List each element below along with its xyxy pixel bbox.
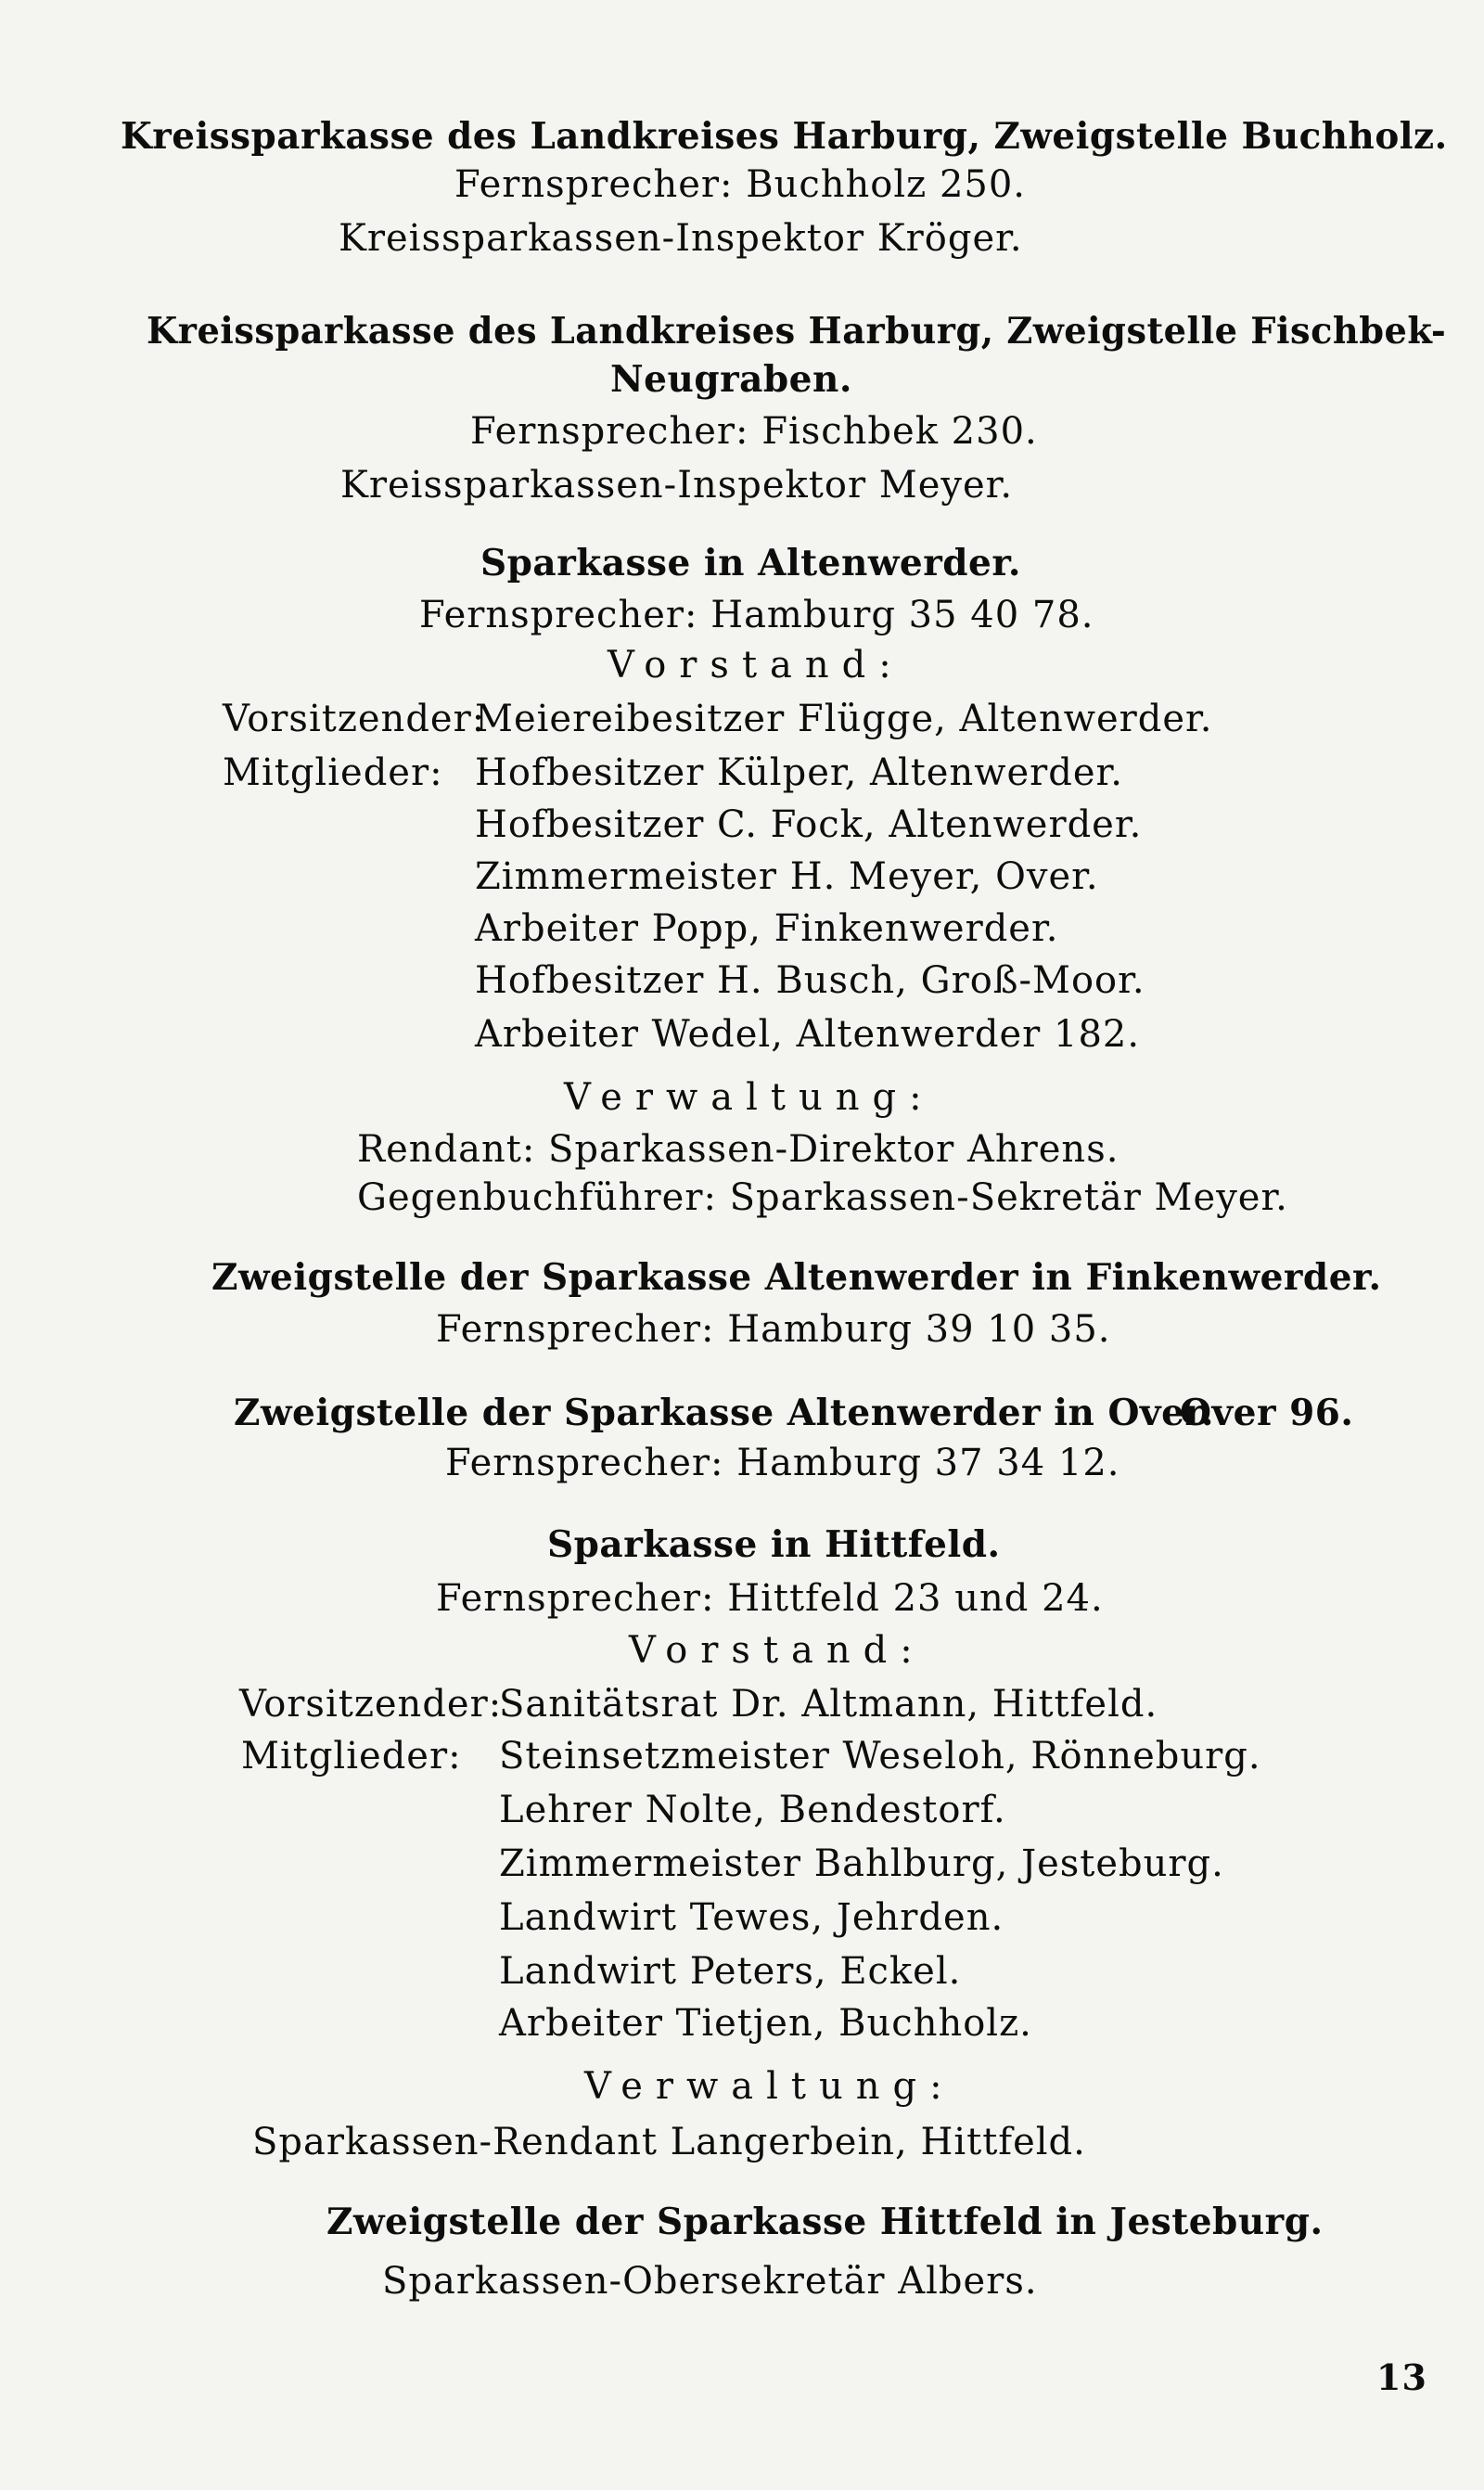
verwaltung-label-altenwerder: Verwaltung:: [564, 1076, 935, 1119]
member-altenwerder-3: Zimmermeister H. Meyer, Over.: [475, 855, 1099, 898]
chair-label-hittfeld: Vorsitzender:: [239, 1683, 503, 1726]
vorstand-label-hittfeld: Vorstand:: [629, 1629, 926, 1672]
heading-altenwerder: Sparkasse in Altenwerder.: [480, 542, 1021, 584]
phone-altenwerder: Fernsprecher: Hamburg 35 40 78.: [419, 594, 1094, 636]
admin-hittfeld-1: Sparkassen-Rendant Langerbein, Hittfeld.: [252, 2121, 1086, 2163]
inspector-fischbek: Kreissparkassen-Inspektor Meyer.: [340, 464, 1014, 507]
phone-buchholz: Fernsprecher: Buchholz 250.: [454, 163, 1027, 206]
page-number: 13: [1376, 2356, 1427, 2398]
heading-fischbek-line1: Kreissparkasse des Landkreises Harburg, Zweigstelle Fischbek-: [147, 310, 1447, 353]
official-jesteburg: Sparkassen-Obersekretär Albers.: [382, 2260, 1038, 2303]
phone-hittfeld: Fernsprecher: Hittfeld 23 und 24.: [436, 1577, 1104, 1620]
vorstand-label-altenwerder: Vorstand:: [608, 644, 904, 687]
heading-finkenwerder: Zweigstelle der Sparkasse Altenwerder in Finkenwerder.: [211, 1256, 1382, 1299]
inspector-buchholz: Kreissparkassen-Inspektor Kröger.: [339, 217, 1023, 260]
heading-over-right: Over 96.: [1180, 1392, 1354, 1434]
member-hittfeld-5: Landwirt Peters, Eckel.: [499, 1950, 962, 1993]
phone-fischbek: Fernsprecher: Fischbek 230.: [470, 410, 1038, 453]
member-altenwerder-2: Hofbesitzer C. Fock, Altenwerder.: [475, 803, 1143, 846]
member-altenwerder-6: Arbeiter Wedel, Altenwerder 182.: [475, 1013, 1141, 1056]
members-label-hittfeld: Mitglieder:: [241, 1735, 462, 1778]
member-hittfeld-2: Lehrer Nolte, Bendestorf.: [499, 1789, 1006, 1831]
admin-altenwerder-1: Rendant: Sparkassen-Direktor Ahrens.: [357, 1128, 1119, 1171]
heading-over: Zweigstelle der Sparkasse Altenwerder in Over.: [234, 1392, 1214, 1434]
member-hittfeld-4: Landwirt Tewes, Jehrden.: [499, 1896, 1004, 1939]
member-altenwerder-1: Hofbesitzer Külper, Altenwerder.: [475, 751, 1123, 794]
heading-jesteburg: Zweigstelle der Sparkasse Hittfeld in Jesteburg.: [326, 2201, 1324, 2243]
heading-hittfeld: Sparkasse in Hittfeld.: [547, 1523, 1001, 1566]
heading-fischbek-line2: Neugraben.: [610, 358, 852, 401]
chair-hittfeld: Sanitätsrat Dr. Altmann, Hittfeld.: [499, 1683, 1158, 1726]
chair-label-altenwerder: Vorsitzender:: [223, 698, 486, 740]
phone-finkenwerder: Fernsprecher: Hamburg 39 10 35.: [436, 1308, 1111, 1351]
phone-over: Fernsprecher: Hamburg 37 34 12.: [445, 1442, 1120, 1484]
member-altenwerder-5: Hofbesitzer H. Busch, Groß-Moor.: [475, 959, 1145, 1002]
member-hittfeld-6: Arbeiter Tietjen, Buchholz.: [499, 2002, 1032, 2045]
chair-altenwerder: Meiereibesitzer Flügge, Altenwerder.: [475, 698, 1213, 740]
admin-altenwerder-2: Gegenbuchführer: Sparkassen-Sekretär Meyer.: [357, 1176, 1288, 1219]
members-label-altenwerder: Mitglieder:: [223, 751, 443, 794]
member-altenwerder-4: Arbeiter Popp, Finkenwerder.: [475, 907, 1059, 950]
heading-buchholz: Kreissparkasse des Landkreises Harburg, Zweigstelle Buchholz.: [121, 115, 1448, 158]
verwaltung-label-hittfeld: Verwaltung:: [584, 2065, 955, 2108]
member-hittfeld-3: Zimmermeister Bahlburg, Jesteburg.: [499, 1842, 1224, 1885]
member-hittfeld-1: Steinsetzmeister Weseloh, Rönneburg.: [499, 1735, 1261, 1778]
